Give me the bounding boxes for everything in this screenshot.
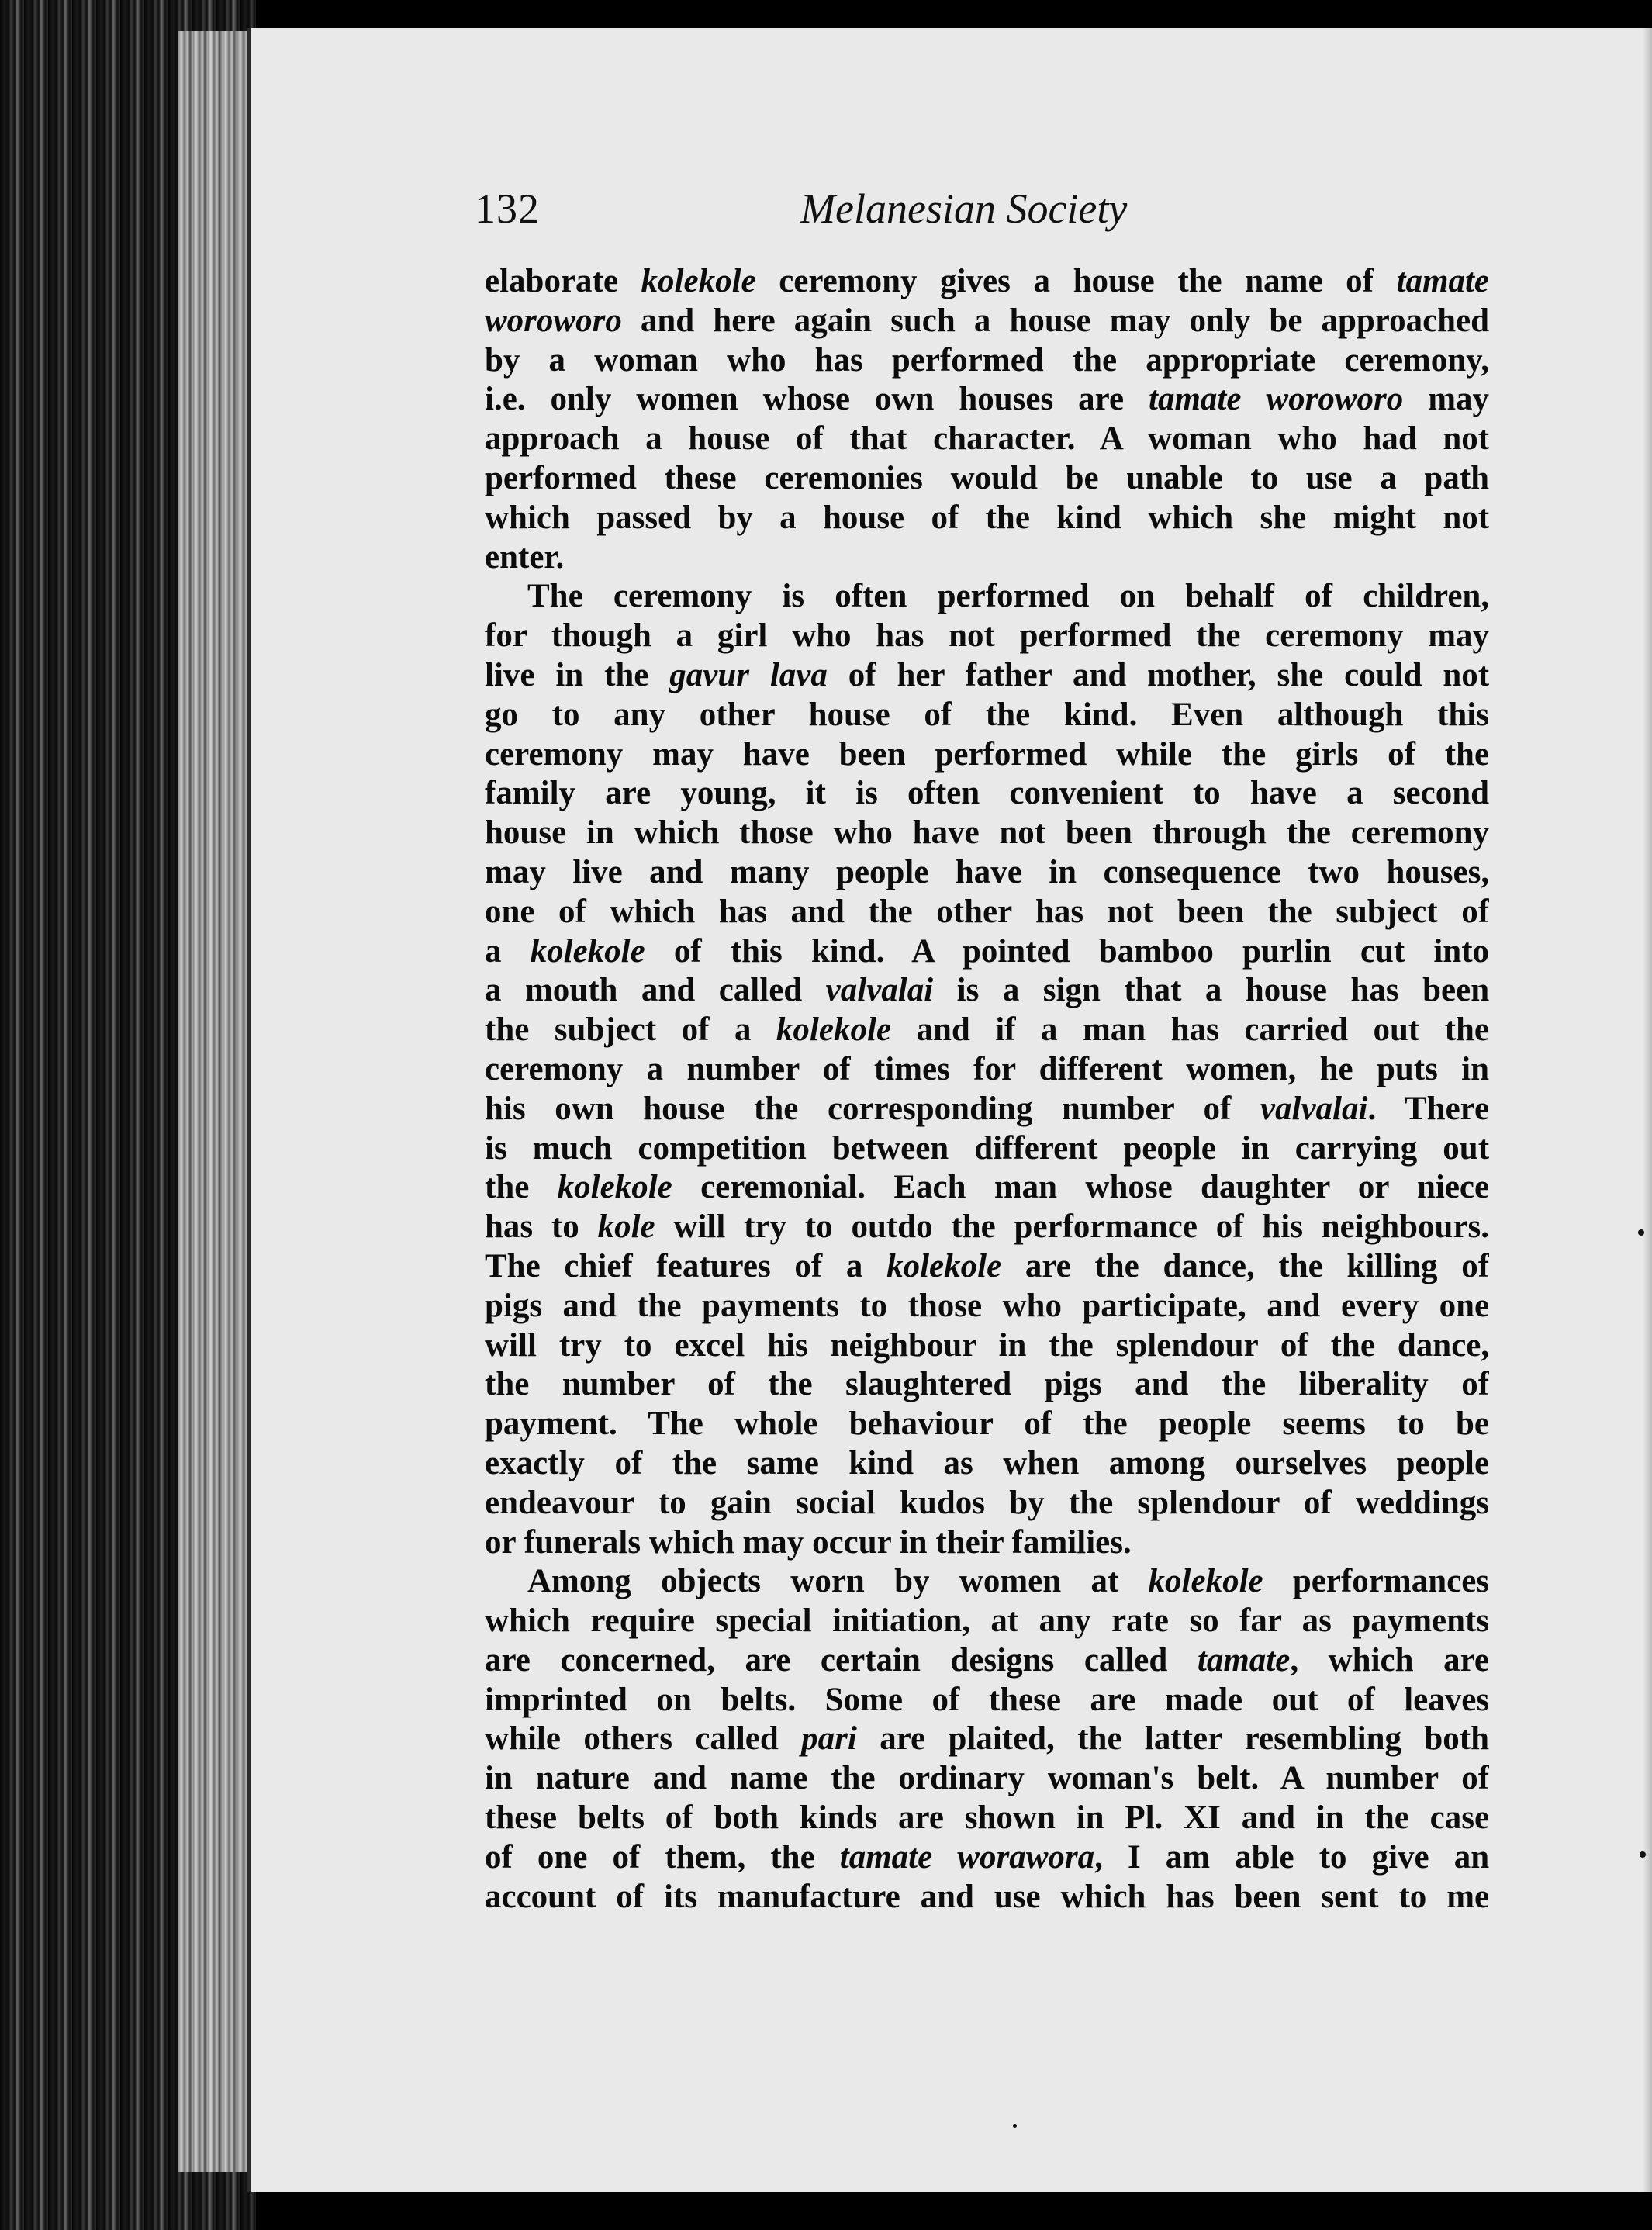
running-title: Melanesian Society	[800, 185, 1128, 232]
text-line: of one of them, the tamate worawora, I am able to give an	[485, 1838, 1489, 1876]
text-line: or funerals which may occur in their families.	[485, 1523, 1132, 1561]
text-line: a kolekole of this kind. A pointed bamboo purlin cut into	[485, 932, 1489, 970]
text-line: elaborate kolekole ceremony gives a house the name of tamate	[485, 263, 1489, 299]
text-line: go to any other house of the kind. Even although this	[485, 696, 1489, 733]
speck-mark	[1638, 1229, 1644, 1236]
text-line: imprinted on belts. Some of these are made out of leaves	[485, 1681, 1489, 1718]
text-line: woroworo and here again such a house may only be approached	[485, 302, 1489, 339]
text-line: payment. The whole behaviour of the people seems to be	[485, 1405, 1489, 1443]
text-line: house in which those who have not been through the ceremony	[485, 814, 1489, 852]
text-line: pigs and the payments to those who participate, and every one	[485, 1287, 1489, 1324]
text-line: which passed by a house of the kind which she might not	[485, 499, 1489, 536]
text-line: the number of the slaughtered pigs and the liberality of	[485, 1366, 1489, 1403]
text-line: The chief features of a kolekole are the dance, the killing of	[485, 1247, 1489, 1284]
text-line: these belts of both kinds are shown in Pl. XI and in the case	[485, 1800, 1489, 1837]
text-line: the subject of a kolekole and if a man has carried out the	[485, 1011, 1489, 1049]
text-line: enter.	[485, 538, 565, 576]
page-number: 132	[475, 185, 540, 232]
text-line: i.e. only women whose own houses are tamate woroworo may	[485, 381, 1489, 418]
text-line: are concerned, are certain designs called tamate, which are	[485, 1641, 1489, 1679]
text-line: live in the gavur lava of her father and mother, she could not	[485, 656, 1489, 693]
text-line: exactly of the same kind as when among ourselves people	[485, 1444, 1489, 1481]
page-right-edge	[1643, 28, 1652, 2192]
text-line: approach a house of that character. A woman who had not	[485, 420, 1489, 458]
text-line: by a woman who has performed the appropriate ceremony,	[485, 341, 1489, 379]
text-line: while others called pari are plaited, the latter resembling both	[485, 1720, 1489, 1758]
speck-mark	[1640, 1851, 1646, 1858]
text-line: family are young, it is often convenient to have a second	[485, 775, 1489, 812]
text-line: for though a girl who has not performed the ceremony may	[485, 617, 1489, 655]
text-line: may live and many people have in consequence two houses,	[485, 853, 1489, 890]
text-line: endeavour to gain social kudos by the splendour of weddings	[485, 1484, 1489, 1521]
text-line: is much competition between different people in carrying out	[485, 1129, 1489, 1167]
text-line: a mouth and called valvalai is a sign that a house has been	[485, 972, 1489, 1009]
text-line: account of its manufacture and use which has been sent to me	[485, 1878, 1489, 1915]
text-line: the kolekole ceremonial. Each man whose daughter or niece	[485, 1169, 1489, 1206]
text-line: performed these ceremonies would be unable to use a path	[485, 459, 1489, 496]
page-edges	[178, 31, 252, 2172]
text-line: ceremony may have been performed while the girls of the	[485, 735, 1489, 773]
text-line: Among objects worn by women at kolekole performances	[527, 1563, 1489, 1600]
text-line: ceremony a number of times for different women, he puts in	[485, 1050, 1489, 1087]
text-line: his own house the corresponding number of valvalai. There	[485, 1090, 1489, 1127]
body-text	[485, 262, 1489, 1917]
page-header	[475, 185, 1483, 239]
text-line: The ceremony is often performed on behalf of children,	[527, 578, 1489, 615]
text-line: has to kole will try to outdo the performance of his neighbours.	[485, 1208, 1489, 1246]
text-line: which require special initiation, at any rate so far as payments	[485, 1602, 1489, 1640]
text-line: one of which has and the other has not been the subject of	[485, 893, 1489, 930]
text-line: will try to excel his neighbour in the splendour of the dance,	[485, 1326, 1489, 1364]
text-line: in nature and name the ordinary woman's belt. A number of	[485, 1760, 1489, 1797]
speck-mark	[1013, 2124, 1017, 2128]
